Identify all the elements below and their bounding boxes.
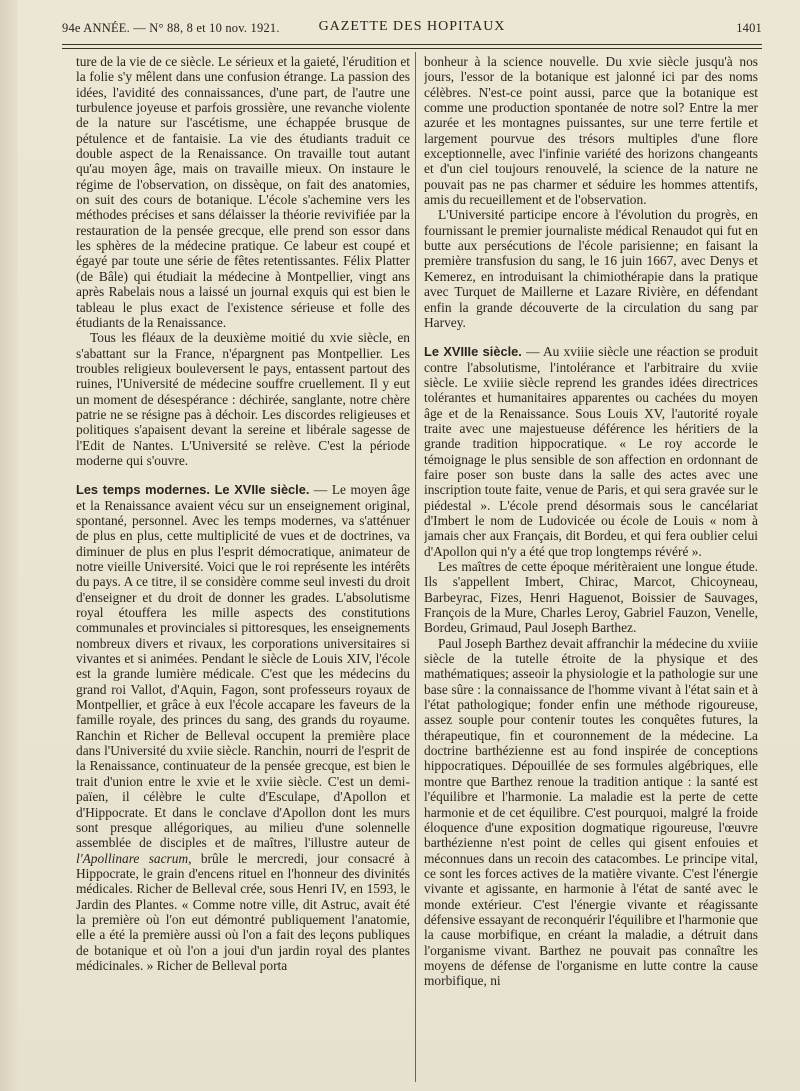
left-column [76,54,410,1084]
journal-title: GAZETTE DES HOPITAUX [318,19,506,34]
paragraph-inline: — Au xviiie siècle une réaction se produit contre l'absolutisme, l'intolérance et l'arbitraire du xviie siècle. Le xviiie siècle reprend les grandes idées directrices tolérantes et humanitaires apparentes ou cachées du moyen âge et de la Renaissance. Sous Louis XV, l'autorité royale traite avec une majestueuse déférence les héritiers de la grande tradition hippocratique. « Le roy accorde le témoignage le plus sensible de son affection en ordonnant de faire poser son buste dans la salle des actes avec une inscription toute faite, venue de Paris, et qui sera gravée sur le piédestal ». L'école prend désormais sous le cancélariat d'Imbert le nom de Ludovicée ou école de Louis « nom à jamais cher aux Français, dit Bordeu, et qui fera oublier celui d'Apollon qui n'y a été que trop longtemps révéré ». [424,344,758,559]
paragraph: Paul Joseph Barthez devait affranchir la médecine du xviiie siècle de la tutelle étroite de la physique et des mathématiques; asseoir la physiologie et la pathologie sur une base sûre : la connaissance de l'homme vivant à l'état sain et à l'état pathologique; fonder enfin une méthode rigoureuse, assez souple pour contenir toutes les conquêtes futures, la thérapeutique, fin et couronnement de la médecine. La doctrine barthézienne est au fond inspirée de conceptions hippocratiques. Dépouillée de ses formules algébriques, elle montre que Barthez renoue la tradition antique : la santé est l'équilibre et l'harmonie. La maladie est la perte de cette harmonie et de cet équilibre. C'est pourquoi, malgré la froide éloquence d'une exposition dogmatique rigoureuse, l'œuvre barthézienne n'est point de celles qui gisent enfouies et méconnues dans un recoin des catacombes. Le principe vital, ce sont les forces actives de la matière vivante. C'est l'énergie vivante et agissante, en harmonie à l'état de santé avec le monde extérieur. C'est l'énergie vivante et réagissante défensive essayant de reconquérir l'équilibre et l'harmonie que la cause morbifique, en créant la maladie, a détruit dans l'organisme vivant. Barthez ne pouvait pas connaître les moyens de défense de l'organisme en lutte contre la cause morbifique, ni [424,635,758,989]
header-rule [62,44,762,49]
paragraph-inline: , brûle le mercredi, jour consacré à Hippocrate, le grain d'encens rituel en l'honneur des divinités médicales. Richer de Belleval crée, sous Henri IV, en 1593, le Jardin des Plantes. « Comme notre ville, dit Astruc, avait été la première où l'on eut démontré publiquement l'anatomie, elle a été la première aussi où l'on a fait des leçons publiques de botanique et où l'on a joui d'un jardin royal des plantes médicinales. » Richer de Belleval porta [76,850,410,973]
paragraph: Les maîtres de cette époque méritèraient une longue étude. Ils s'appellent Imbert, Chirac, Marcot, Chicoyneau, Barbeyrac, Fizes, Henri Haguenot, Boissier de Sauvages, François de la Mure, Charles Leroy, Gabriel Fauzon, Venelle, Bordeu, Grimaud, Paul Joseph Barthez. [424,559,758,636]
section-heading [424,344,758,559]
book-title: l'Apollinare sacrum [76,850,189,866]
page-edge-shadow [0,0,18,1091]
section-heading [76,482,410,973]
paragraph: Tous les fléaux de la deuxième moitié du xvie siècle, en s'abattant sur la France, n'épargnent pas Montpellier. Les troubles religieux bouleversent le pays, entassent partout des ruines, l'Université de médecine souffre cruellement. Il y eut un moment de désespérance : déchirée, sanglante, notre chère patrie ne se résigne pas à déchoir. Les discordes religieuses et politiques s'apaisent devant la sereine et libérale sagesse de l'Edit de Nantes. L'Université se relève. C'est la période moderne qui s'ouvre. [76,330,410,468]
paragraph-inline: — Le moyen âge et la Renaissance avaient vécu sur un enseignement original, spontané, personnel. Avec les temps modernes, va s'atténuer de plus en plus, cette multiplicité de vues et de doctrines, va diminuer de plus en plus l'esprit démocratique, animateur de notre vieille Université. Voici que le roi représente les intérêts du pays. A ce titre, il se considère comme seul investi du droit d'enseigner et du droit de donner les grades. L'absolutisme royal étouffera les mille aspects des constitutions communales et provinciales si pittoresques, les enseignements nombreux divers et rivaux, les corporations universitaires si vivantes et si animées. Pendant le siècle de Louis XIV, l'école est la grande lumière médicale. C'est que les médecins du grand roi Vallot, d'Aquin, Fagon, sont professeurs royaux de Montpellier, et grâce à eux l'école accapare les faveurs de la famille royale, des princes du sang, des grands du royaume. Ranchin et Richer de Belleval occupent la première place dans l'Université du xviie siècle. Ranchin, nourri de l'esprit de la Renaissance, continuateur de la pensée grecque, est bien le trait d'union entre le xvie et le xviie siècle. C'est un demi-païen, il célèbre le culte d'Esculape, d'Apollon et d'Hippocrate. Et dans le conclave d'Apollon dont les murs sont presque allégoriques, au milieu d'une solennelle assemblée de disciples et de maîtres, l'illustre auteur de [76,482,410,851]
paragraph: bonheur à la science nouvelle. Du xvie siècle jusqu'à nos jours, l'essor de la botanique est jalonné ici par des noms célèbres. N'est-ce point aussi, parce que la botanique est comme une production spontanée de notre sol? Entre la mer azurée et les montagnes puissantes, sur une terre fertile et largement pourvue des trésors multiples d'une flore exceptionnelle, avec l'infinie variété des horizons changeants et d'un ciel toujours renouvelé, la science de la nature ne pouvait pas ne pas charmer et séduire les hommes attentifs, amis du recueillement et de l'observation. [424,54,758,208]
paragraph: L'Université participe encore à l'évolution du progrès, en fournissant le premier journaliste médical Renaudot qui fut en butte aux persécutions de l'école parisienne; en faisant la première transfusion du sang, le 16 juin 1667, avec Denys et Kemerez, en introduisant la chimiothérapie dans la pratique avec Turquet de Maillerne et Lazare Rivière, en défendant enfin la grande découverte de la circulation du sang par Harvey. [424,207,758,330]
issue-line: 94e ANNÉE. — N° 88, 8 et 10 nov. 1921. [62,21,280,35]
section-heading-text: Les temps modernes. Le XVIIe siècle. [76,482,310,498]
page-number: 1401 [736,21,762,35]
page-header [62,18,762,40]
paragraph: ture de la vie de ce siècle. Le sérieux et la gaieté, l'érudition et la folie s'y mêlent dans une confusion étrange. La passion des idées, l'avidité des connaissances, d'une part, de l'autre une turbulence joyeuse et parfois grossière, une revanche violente de la nature sur l'ascétisme, une échappée brusque de pétulence et de fantaisie. La vie des étudiants traduit ce double aspect de la Renaissance. On travaille tout autant qu'au moyen âge, mais on travaille mieux. On instaure le régime de l'observation, on dissèque, on fait des anatomies, on suit des cours de botanique. L'école s'achemine vers les méthodes précises et sans délaisser la théorie revivifiée par la restauration de la pensée grecque, elle prend son essor dans les sphères de la médecine pratique. Ce labeur est coupé et égayé par toute une série de fêtes retentissantes. Félix Platter (de Bâle) qui étudiait la médecine à Montpellier, vingt ans après Rabelais nous a laissé un journal exquis qui est bien le tableau le plus exact de l'existence sérieuse et folle des étudiants de la Renaissance. [76,54,410,330]
right-column [424,54,758,1084]
column-divider [415,52,416,1082]
section-heading-text: Le XVIIIe siècle. [424,344,522,360]
